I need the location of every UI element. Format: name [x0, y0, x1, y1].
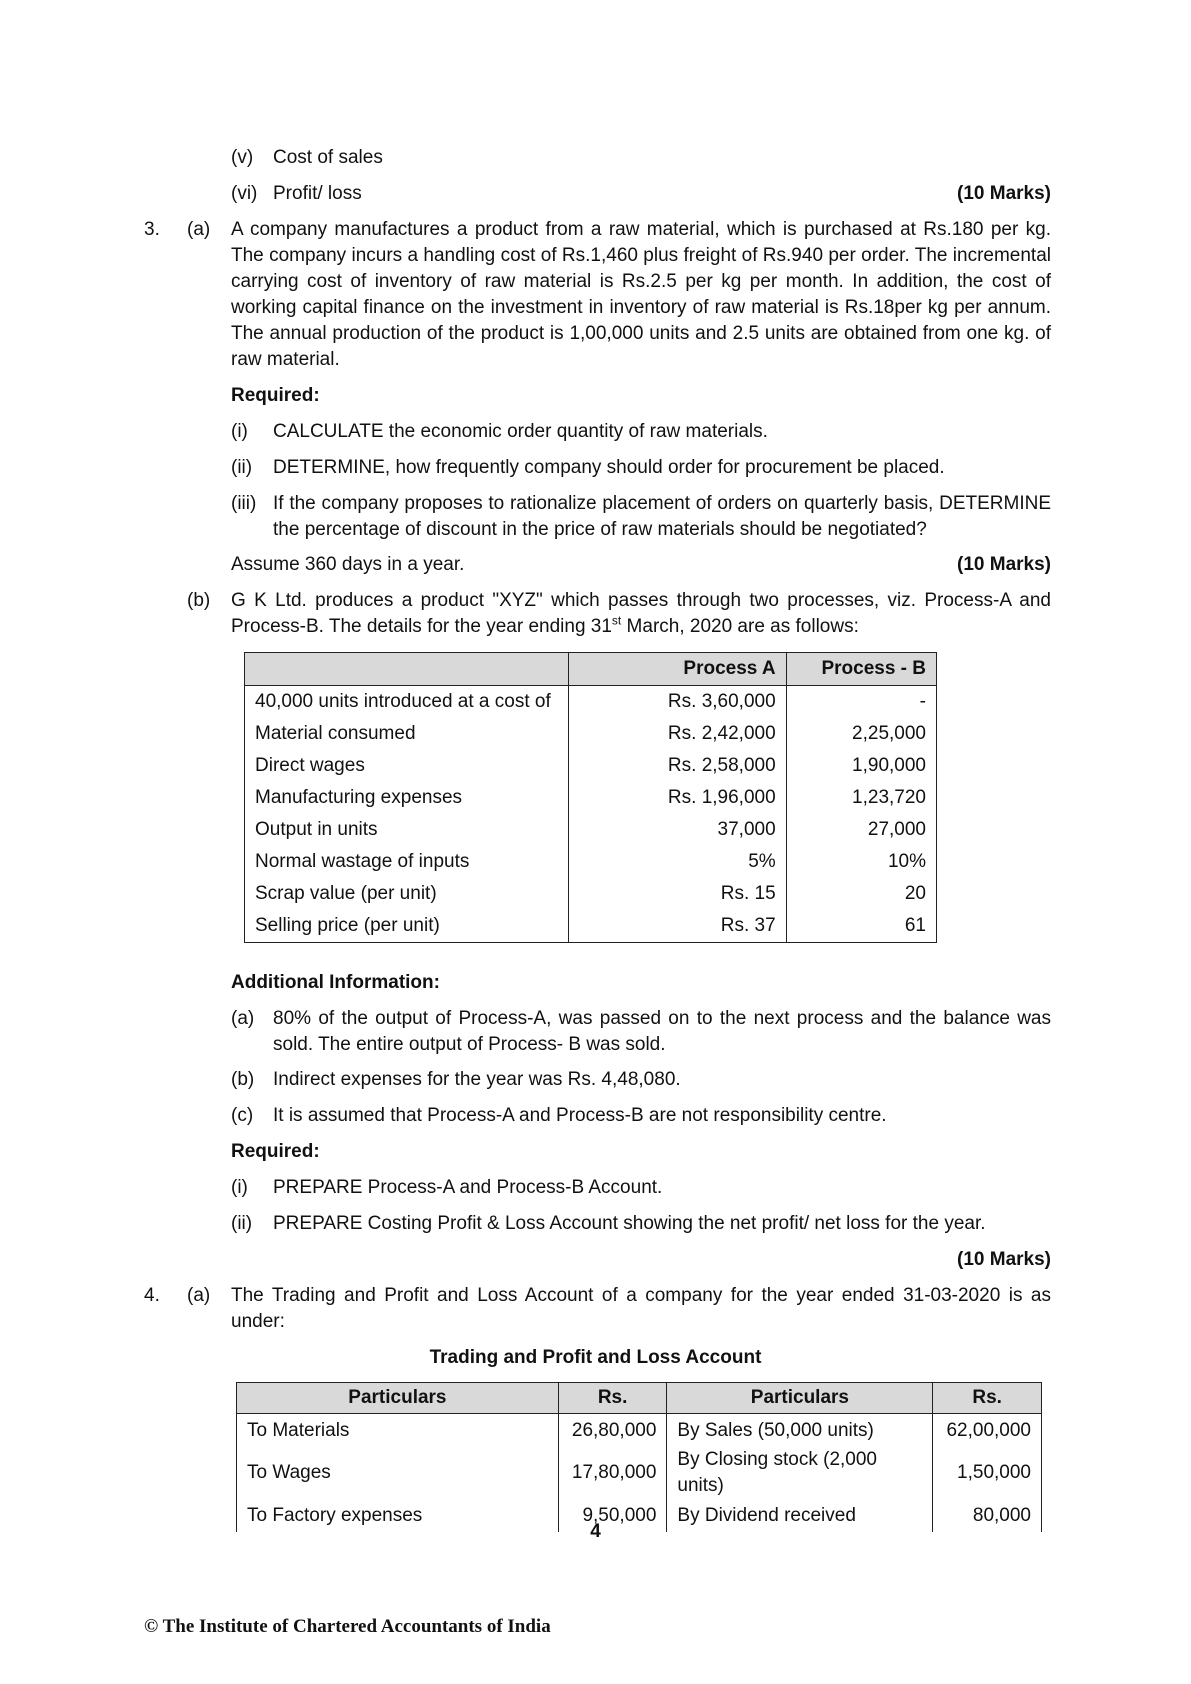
table-row: [245, 750, 937, 782]
table-header: [245, 653, 569, 686]
question-text: [231, 588, 1051, 640]
table-cell: 17,80,000: [558, 1447, 667, 1499]
table-header: Particulars: [237, 1383, 559, 1414]
table-cell: Output in units: [245, 814, 569, 846]
table-cell: 5%: [568, 846, 786, 878]
superscript: st: [611, 613, 622, 628]
item-number: (vi): [231, 183, 258, 204]
part-label: (a): [187, 1285, 211, 1306]
list-item: [231, 1067, 1051, 1093]
table-cell: 61: [786, 910, 936, 943]
item-text: Cost of sales: [273, 147, 383, 168]
table-header: Rs.: [558, 1383, 667, 1414]
table-cell: Manufacturing expenses: [245, 782, 569, 814]
table-cell: To Factory expenses: [237, 1499, 559, 1532]
question-text: A company manufactures a product from a raw material, which is purchased at Rs.180 per kg. The company incurs a handling cost of Rs.1,460 plus freight of Rs.940 per order. The incremental carrying cost of inventory of raw material is Rs.2.5 per kg per month. In addition, the cost of working capital finance on the investment in inventory of raw material is Rs.18per kg per annum. The annual production of the product is 1,00,000 units and 2.5 units are obtained from one kg. of raw material.: [231, 219, 1051, 370]
table-header: Process A: [568, 653, 786, 686]
required-heading: Required:: [231, 385, 320, 406]
marks-label: (10 Marks): [957, 1249, 1051, 1270]
process-table: [244, 652, 937, 943]
item-number: (ii): [231, 457, 253, 478]
marks-label: (10 Marks): [957, 183, 1051, 204]
table-cell: 80,000: [933, 1499, 1042, 1532]
table-cell: 40,000 units introduced at a cost of: [245, 686, 569, 719]
item-text: If the company proposes to rationalize placement of orders on quarterly basis, DETERMINE the percentage of discount in the price of raw materials should be negotiated?: [273, 493, 1051, 540]
question-text: The Trading and Profit and Loss Account of a company for the year ended 31-03-2020 is as under:: [231, 1285, 1051, 1332]
table-cell: Scrap value (per unit): [245, 878, 569, 910]
list-item: [231, 1006, 1051, 1058]
list-item: [231, 491, 1051, 543]
table-header-row: [245, 653, 937, 686]
list-item: [231, 455, 1051, 481]
text-pre: G K Ltd. produces a product "XYZ" which passes through two processes, viz. Process-A and Process-B. The details for the year ending 31: [231, 590, 1051, 637]
table-cell: 1,23,720: [786, 782, 936, 814]
table-row: [245, 718, 937, 750]
item-text: It is assumed that Process-A and Process-B are not responsibility centre.: [273, 1105, 887, 1126]
table-cell: 37,000: [568, 814, 786, 846]
table-header: Process - B: [786, 653, 936, 686]
table-cell: -: [786, 686, 936, 719]
table-cell: By Sales (50,000 units): [667, 1414, 933, 1448]
part-label: (b): [187, 590, 211, 611]
table-cell: 1,50,000: [933, 1447, 1042, 1499]
table-cell: Rs. 2,58,000: [568, 750, 786, 782]
question-number: 4.: [144, 1285, 160, 1306]
table-cell: Normal wastage of inputs: [245, 846, 569, 878]
item-text: DETERMINE, how frequently company should order for procurement be placed.: [273, 457, 945, 478]
trading-account-table: [236, 1382, 1042, 1532]
footer-copyright: © The Institute of Chartered Accountants of India: [144, 1616, 551, 1637]
item-text: Profit/ loss: [273, 183, 362, 204]
item-text: PREPARE Process-A and Process-B Account.: [273, 1177, 663, 1198]
assumption-text: Assume 360 days in a year.: [231, 554, 465, 575]
part-label: (a): [187, 219, 211, 240]
table-row: [245, 878, 937, 910]
list-item: [231, 1103, 1051, 1129]
table-row: [237, 1447, 1042, 1499]
list-item: [231, 181, 1051, 207]
table-cell: Rs. 15: [568, 878, 786, 910]
item-text: PREPARE Costing Profit & Loss Account showing the net profit/ net loss for the year.: [273, 1213, 986, 1234]
table-row: [245, 782, 937, 814]
table-cell: Direct wages: [245, 750, 569, 782]
table-cell: 10%: [786, 846, 936, 878]
table-cell: Rs. 37: [568, 910, 786, 943]
item-number: (a): [231, 1008, 255, 1029]
table-cell: Rs. 3,60,000: [568, 686, 786, 719]
table-cell: 62,00,000: [933, 1414, 1042, 1448]
list-item: [231, 145, 1051, 171]
table-title: Trading and Profit and Loss Account: [429, 1347, 762, 1368]
list-item: [231, 1211, 1051, 1237]
table-cell: 9,50,000: [558, 1499, 667, 1532]
table-cell: To Materials: [237, 1414, 559, 1448]
item-number: (iii): [231, 493, 257, 514]
additional-heading: Additional Information:: [231, 972, 440, 993]
item-number: (i): [231, 421, 248, 442]
table-row: [245, 686, 937, 719]
item-number: (c): [231, 1105, 254, 1126]
text-post: March, 2020 are as follows:: [621, 616, 859, 637]
item-number: (v): [231, 147, 254, 168]
table-cell: 27,000: [786, 814, 936, 846]
table-row: [245, 814, 937, 846]
table-cell: 20: [786, 878, 936, 910]
table-cell: 2,25,000: [786, 718, 936, 750]
item-number: (ii): [231, 1213, 253, 1234]
page-number: 4: [590, 1521, 601, 1542]
table-cell: 1,90,000: [786, 750, 936, 782]
table-row: [245, 910, 937, 943]
table-row: [237, 1414, 1042, 1448]
list-item: [231, 419, 1051, 445]
table-header-row: [237, 1383, 1042, 1414]
table-header: Rs.: [933, 1383, 1042, 1414]
table-row: [245, 846, 937, 878]
question-number: 3.: [144, 219, 160, 240]
table-cell: To Wages: [237, 1447, 559, 1499]
table-cell: 26,80,000: [558, 1414, 667, 1448]
table-header: Particulars: [667, 1383, 933, 1414]
required-heading: Required:: [231, 1141, 320, 1162]
marks-label: (10 Marks): [957, 554, 1051, 575]
table-cell: By Closing stock (2,000 units): [667, 1447, 933, 1499]
item-number: (b): [231, 1069, 255, 1090]
item-text: Indirect expenses for the year was Rs. 4,48,080.: [273, 1069, 681, 1090]
item-text: 80% of the output of Process-A, was passed on to the next process and the balance was sold. The entire output of Process- B was sold.: [273, 1008, 1051, 1055]
table-cell: Rs. 1,96,000: [568, 782, 786, 814]
table-cell: Selling price (per unit): [245, 910, 569, 943]
item-number: (i): [231, 1177, 248, 1198]
table-cell: Rs. 2,42,000: [568, 718, 786, 750]
table-cell: By Dividend received: [667, 1499, 933, 1532]
list-item: [231, 1175, 1051, 1201]
table-cell: Material consumed: [245, 718, 569, 750]
item-text: CALCULATE the economic order quantity of raw materials.: [273, 421, 768, 442]
